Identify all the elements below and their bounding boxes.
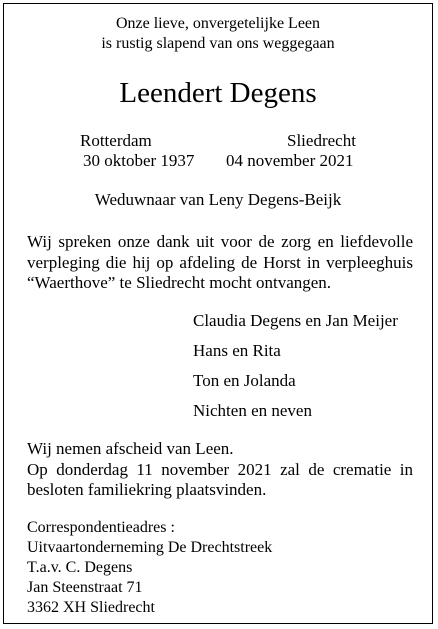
farewell-line-3: besloten familiekring plaatsvinden. <box>27 480 267 499</box>
deceased-name: Leendert Degens <box>119 77 317 109</box>
widower-line: Weduwnaar van Leny Degens-Beijk <box>94 190 342 209</box>
correspondence-heading: Correspondentieadres : <box>27 519 175 536</box>
intro-line-1: Onze lieve, onvergetelijke Leen <box>115 15 321 32</box>
birth-place: Rotterdam <box>80 131 152 150</box>
birth-date: 30 oktober 1937 <box>83 151 195 170</box>
family-member: Claudia Degens en Jan Meijer <box>193 311 398 330</box>
family-member: Nichten en neven <box>193 401 312 420</box>
thanks-line-1: Wij spreken onze dank uit voor de zorg en liefdevolle <box>27 232 413 251</box>
correspondence-line-2: T.a.v. C. Degens <box>27 559 133 576</box>
death-place: Sliedrecht <box>287 131 356 150</box>
thanks-line-2: verpleging die hij op afdeling de Horst in verpleeghuis <box>27 253 413 272</box>
obituary-card <box>3 3 433 624</box>
correspondence-line-1: Uitvaartonderneming De Drechtstreek <box>27 539 273 556</box>
correspondence-line-4: 3362 XH Sliedrecht <box>27 599 155 616</box>
intro-line-2: is rustig slapend van ons weggegaan <box>101 35 335 52</box>
death-date: 04 november 2021 <box>226 151 354 170</box>
thanks-line-3: “Waerthove” te Sliedrecht mocht ontvangen. <box>27 273 332 292</box>
farewell-line-2: Op donderdag 11 november 2021 zal de crematie in <box>27 460 413 479</box>
family-member: Hans en Rita <box>193 341 281 360</box>
farewell-line-1: Wij nemen afscheid van Leen. <box>27 439 234 458</box>
correspondence-line-3: Jan Steenstraat 71 <box>27 579 143 596</box>
family-member: Ton en Jolanda <box>193 371 296 390</box>
